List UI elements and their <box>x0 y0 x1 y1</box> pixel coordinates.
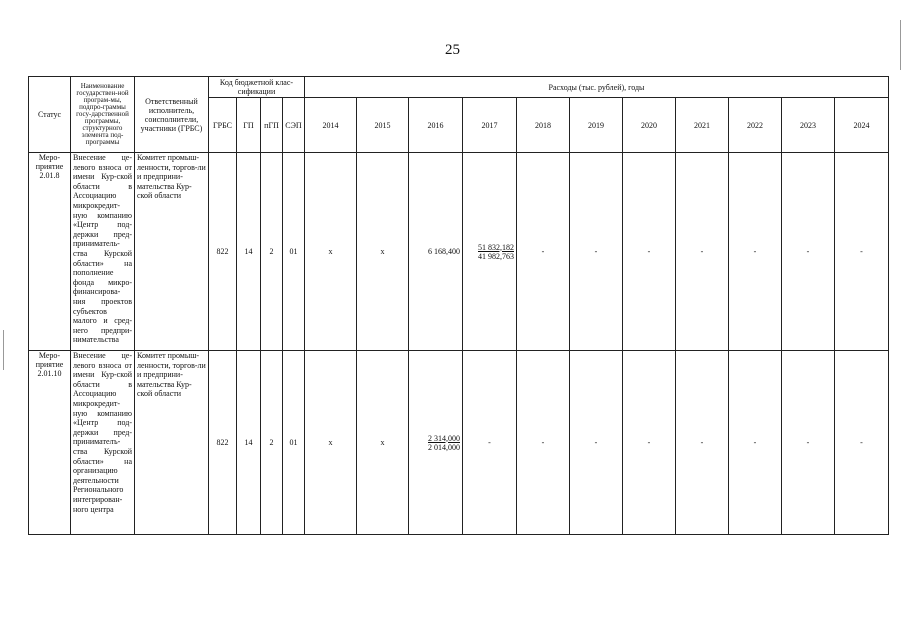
value-main: 6 168,400 <box>428 247 460 256</box>
page-number: 25 <box>445 42 460 58</box>
header-year: 2021 <box>676 98 729 153</box>
header-year: 2017 <box>463 98 517 153</box>
row-code-gp: 14 <box>237 351 261 535</box>
row-value-2019 <box>570 351 623 535</box>
value-main: - <box>700 247 704 256</box>
header-year: 2019 <box>570 98 623 153</box>
row-value-2016 <box>409 351 463 535</box>
row-code-pgp: 2 <box>261 351 283 535</box>
row-value-2024 <box>835 153 889 351</box>
row-value-2014 <box>305 351 357 535</box>
header-row-top <box>29 77 889 98</box>
row-value-2022 <box>729 351 782 535</box>
header-code-gp: ГП <box>237 98 261 153</box>
header-name: Наименование государствен-ной програм-мы, подпро-граммы госу-дарственной программы, структурного элемента под-программы <box>71 77 135 153</box>
value-main: - <box>647 438 651 447</box>
header-year: 2020 <box>623 98 676 153</box>
row-code-grbs: 822 <box>209 153 237 351</box>
value-secondary: 41 982,763 <box>478 251 514 261</box>
row-value-2018 <box>517 351 570 535</box>
value-main: 2 314,000 <box>428 433 460 443</box>
header-year: 2014 <box>305 98 357 153</box>
value-main: - <box>541 247 545 256</box>
row-value-2024 <box>835 351 889 535</box>
row-code-grbs: 822 <box>209 351 237 535</box>
header-expenses: Расходы (тыс. рублей), годы <box>305 77 889 98</box>
row-code-gp: 14 <box>237 153 261 351</box>
row-value-2017 <box>463 153 517 351</box>
row-value-2020 <box>623 351 676 535</box>
header-code-pgp: пГП <box>261 98 283 153</box>
row-value-2015 <box>357 351 409 535</box>
row-code-pgp: 2 <box>261 153 283 351</box>
row-executor: Комитет промыш-ленности, торгов-ли и предприни-мательства Кур-ской области <box>135 351 209 535</box>
header-executor: Ответственный исполнитель, соисполнители, участники (ГРБС) <box>135 77 209 153</box>
value-main: - <box>488 438 491 447</box>
scan-edge-mark <box>900 20 901 70</box>
row-description: Внесение це-левого взноса от имени Кур-ской области в Ассоциацию микрокредит-ную компанию «Центр под-держки пред-принимателъ-ства Курской области» на организацию деятельности Регионального интегрирован-ного центра <box>71 351 135 535</box>
value-main: - <box>860 438 863 447</box>
value-main: x <box>328 247 333 256</box>
header-status: Статус <box>29 77 71 153</box>
header-code-grbs: ГРБС <box>209 98 237 153</box>
budget-table <box>28 76 889 535</box>
header-year: 2022 <box>729 98 782 153</box>
row-code-sep: 01 <box>283 351 305 535</box>
value-main: - <box>806 247 810 256</box>
value-main: - <box>753 438 757 447</box>
value-main: - <box>753 247 757 256</box>
value-main: x <box>328 438 333 447</box>
row-value-2021 <box>676 351 729 535</box>
table-row <box>29 351 889 535</box>
header-year: 2024 <box>835 98 889 153</box>
row-executor: Комитет промыш-ленности, торгов-ли и предприни-мательства Кур-ской области <box>135 153 209 351</box>
row-code-sep: 01 <box>283 153 305 351</box>
header-year: 2016 <box>409 98 463 153</box>
header-budget-code: Код бюджетной клас-сификации <box>209 77 305 98</box>
header-year: 2018 <box>517 98 570 153</box>
value-secondary: 2 014,000 <box>428 442 460 452</box>
value-main: x <box>380 438 385 447</box>
value-main: - <box>700 438 704 447</box>
table-row <box>29 153 889 351</box>
value-main: x <box>380 247 385 256</box>
value-main: - <box>541 438 545 447</box>
row-value-2016 <box>409 153 463 351</box>
row-value-2015 <box>357 153 409 351</box>
row-value-2023 <box>782 351 835 535</box>
row-status: Меро-приятие 2.01.10 <box>29 351 71 535</box>
row-description: Внесение це-левого взноса от имени Кур-ской области в Ассоциацию микрокредит-ную компанию «Центр под-держки пред-приниматель-ства Курской области» на пополнение фонда микро-финансирова-ния проектов субъектов малого и сред-него предпри-нимательства <box>71 153 135 351</box>
scan-edge-mark <box>3 330 4 370</box>
row-value-2017 <box>463 351 517 535</box>
header-year: 2023 <box>782 98 835 153</box>
value-main: - <box>806 438 810 447</box>
row-value-2021 <box>676 153 729 351</box>
value-main: 51 832,182 <box>478 242 514 252</box>
header-year: 2015 <box>357 98 409 153</box>
value-main: - <box>594 247 598 256</box>
row-value-2023 <box>782 153 835 351</box>
row-value-2020 <box>623 153 676 351</box>
value-main: - <box>647 247 651 256</box>
header-code-sep: СЭП <box>283 98 305 153</box>
value-main: - <box>860 247 863 256</box>
row-value-2022 <box>729 153 782 351</box>
value-main: - <box>594 438 598 447</box>
row-value-2018 <box>517 153 570 351</box>
row-status: Меро-приятие 2.01.8 <box>29 153 71 351</box>
row-value-2014 <box>305 153 357 351</box>
row-value-2019 <box>570 153 623 351</box>
